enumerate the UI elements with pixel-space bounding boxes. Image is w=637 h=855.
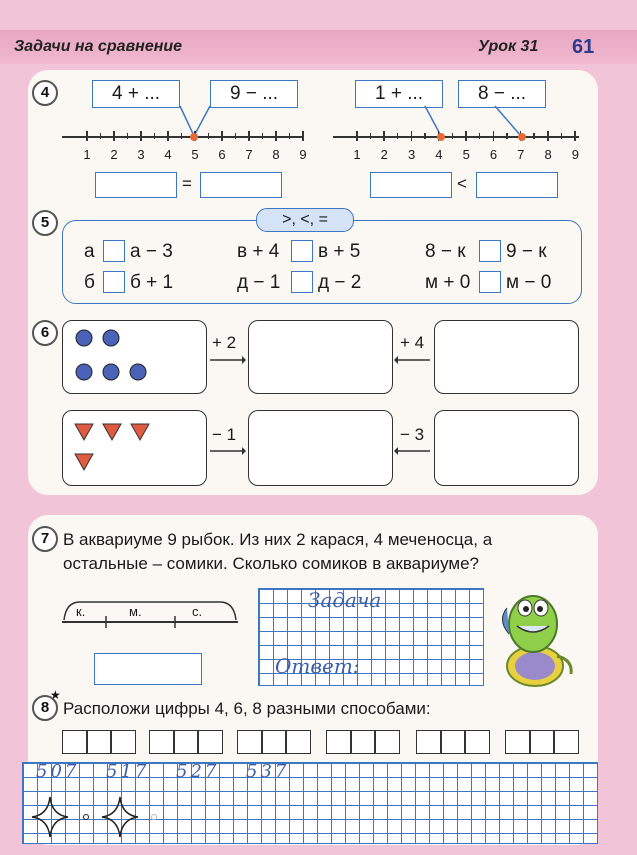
op-minus-1: − 1 (212, 425, 237, 444)
ruler-tick (248, 131, 250, 141)
star-pattern-icon (30, 795, 170, 839)
ruler-minor-tick (289, 133, 291, 139)
expr-box-1plus: 1 + ... (355, 80, 443, 108)
op-plus-4: + 4 (400, 333, 425, 352)
expr-a-minus-3: а − 3 (130, 241, 173, 262)
op-minus-3: − 3 (400, 425, 425, 444)
answer-box-left-2[interactable] (200, 172, 282, 198)
ruler-tick-label: 9 (571, 147, 579, 162)
digits-box-4[interactable] (326, 730, 400, 754)
seg-label-k: к. (76, 604, 86, 619)
number-line-left (62, 136, 304, 138)
arrow-right-icon (208, 446, 246, 456)
less-sign: < (457, 174, 467, 193)
ruler-minor-tick (370, 133, 372, 139)
ruler-minor-tick (181, 133, 183, 139)
empty-box-right-top[interactable] (434, 320, 579, 394)
ruler-tick (140, 131, 142, 141)
ruler-minor-tick (100, 133, 102, 139)
answer-box-right-1[interactable] (370, 172, 452, 198)
ruler-tick-label: 8 (272, 147, 280, 162)
digits-box-5[interactable] (416, 730, 490, 754)
ruler-tick-label: 4 (435, 147, 443, 162)
ruler-minor-tick (561, 133, 563, 139)
ruler-tick (356, 131, 358, 141)
digits-box-6[interactable] (505, 730, 579, 754)
task-number-5: 5 (32, 210, 58, 236)
digits-box-3[interactable] (237, 730, 311, 754)
expr-b: б (84, 272, 95, 293)
ruler-tick-label: 5 (462, 147, 470, 162)
sample-527: 527 (176, 761, 220, 782)
ruler-tick-label: 6 (489, 147, 498, 162)
ruler-tick-label: 7 (245, 147, 253, 162)
task7-text-line2: остальные – сомики. Сколько сомиков в аквариуме? (63, 554, 479, 573)
handwritten-answer: Ответ: (275, 654, 360, 678)
empty-box-right-bottom[interactable] (434, 410, 579, 486)
ruler-tick (302, 131, 304, 141)
ruler-tick-label: 3 (137, 147, 145, 162)
blue-dots-group (62, 320, 205, 392)
expr-m-plus-0: м + 0 (425, 272, 471, 293)
arrow-left-icon (394, 446, 432, 456)
ruler-minor-tick (127, 133, 129, 139)
answer-box-right-2[interactable] (476, 172, 558, 198)
marker-dot-4 (437, 133, 445, 141)
answer-box-left-1[interactable] (95, 172, 177, 198)
task-number-4: 4 (32, 80, 58, 106)
ruler-minor-tick (208, 133, 210, 139)
task7-text-line1: В аквариуме 9 рыбок. Из них 2 карася, 4 меченосца, а (63, 530, 493, 549)
digits-box-1[interactable] (62, 730, 136, 754)
expr-m-minus-0: м − 0 (506, 272, 552, 293)
ruler-tick (411, 131, 413, 141)
ruler-tick-label: 2 (110, 147, 118, 162)
ruler-minor-tick (262, 133, 264, 139)
expr-v-plus-4: в + 4 (237, 241, 280, 262)
page-title: Задачи на сравнение (14, 38, 183, 55)
seg-label-s: с. (192, 604, 203, 619)
ruler-minor-tick (506, 133, 508, 139)
ruler-tick-label: 8 (544, 147, 552, 162)
ruler-tick-label: 1 (83, 147, 91, 162)
expr-d-minus-2: д − 2 (318, 272, 362, 293)
star-icon: ★ (50, 688, 61, 702)
ruler-tick-label: 5 (191, 147, 199, 162)
ruler-tick (383, 131, 385, 141)
expr-box-4plus: 4 + ... (92, 80, 180, 108)
lesson-label: Урок 31 (478, 38, 539, 55)
ruler-tick (574, 131, 576, 141)
task-number-6: 6 (32, 320, 58, 346)
expr-a: а (84, 241, 95, 262)
ruler-minor-tick (235, 133, 237, 139)
sample-517: 517 (106, 761, 150, 782)
answer-box-task7[interactable] (94, 653, 202, 685)
ruler-minor-tick (154, 133, 156, 139)
compare-box-5[interactable] (291, 271, 313, 293)
sample-537: 537 (246, 761, 290, 782)
ruler-tick-label: 3 (407, 147, 416, 162)
ruler-minor-tick (533, 133, 535, 139)
marker-dot-7 (518, 133, 526, 141)
digits-box-2[interactable] (149, 730, 223, 754)
ruler-tick-label: 9 (299, 147, 307, 162)
segment-diagram (60, 598, 240, 628)
empty-box-middle-top[interactable] (248, 320, 393, 394)
ruler-minor-tick (397, 133, 399, 139)
seg-label-m: м. (129, 604, 142, 619)
ruler-tick-label: 2 (380, 147, 388, 162)
ruler-tick (547, 131, 549, 141)
ruler-minor-tick (479, 133, 481, 139)
red-triangles-group (62, 410, 205, 484)
task-number-8: 8 (32, 695, 58, 721)
equals-sign: = (182, 174, 192, 193)
expr-box-8minus: 8 − ... (458, 80, 546, 108)
ruler-tick (113, 131, 115, 141)
signs-badge: >, <, = (256, 208, 354, 232)
ruler-minor-tick (452, 133, 454, 139)
handwritten-task: Задача (308, 588, 382, 612)
ruler-tick-label: 7 (517, 147, 525, 162)
compare-box-2[interactable] (291, 240, 313, 262)
marker-dot-5 (190, 133, 198, 141)
task-number-7: 7 (32, 526, 58, 552)
expr-box-9minus: 9 − ... (210, 80, 298, 108)
expr-9-minus-k: 9 − к (506, 241, 547, 262)
expr-8-minus-k: 8 − к (425, 241, 466, 262)
compare-box-4[interactable] (103, 271, 125, 293)
mascot-icon (495, 586, 577, 690)
page-number: 61 (572, 36, 595, 58)
expr-d-minus-1: д − 1 (237, 272, 281, 293)
ruler-tick (167, 131, 169, 141)
ruler-tick (465, 131, 467, 141)
expr-v-plus-5: в + 5 (318, 241, 361, 262)
task8-text: Расположи цифры 4, 6, 8 разными способами: (63, 699, 431, 718)
ruler-minor-tick (424, 133, 426, 139)
compare-box-6[interactable] (479, 271, 501, 293)
ruler-tick (221, 131, 223, 141)
arrow-right-icon (208, 355, 246, 365)
empty-box-middle-bottom[interactable] (248, 410, 393, 486)
ruler-tick-label: 4 (164, 147, 172, 162)
op-plus-2: + 2 (212, 333, 237, 352)
sample-507: 507 (36, 761, 80, 782)
ruler-tick-label: 1 (353, 147, 361, 162)
ruler-tick (86, 131, 88, 141)
compare-box-1[interactable] (103, 240, 125, 262)
arrow-left-icon (394, 355, 432, 365)
ruler-tick-label: 6 (218, 147, 226, 162)
expr-b-plus-1: б + 1 (130, 272, 174, 293)
compare-box-3[interactable] (479, 240, 501, 262)
ruler-tick (275, 131, 277, 141)
ruler-tick (493, 131, 495, 141)
